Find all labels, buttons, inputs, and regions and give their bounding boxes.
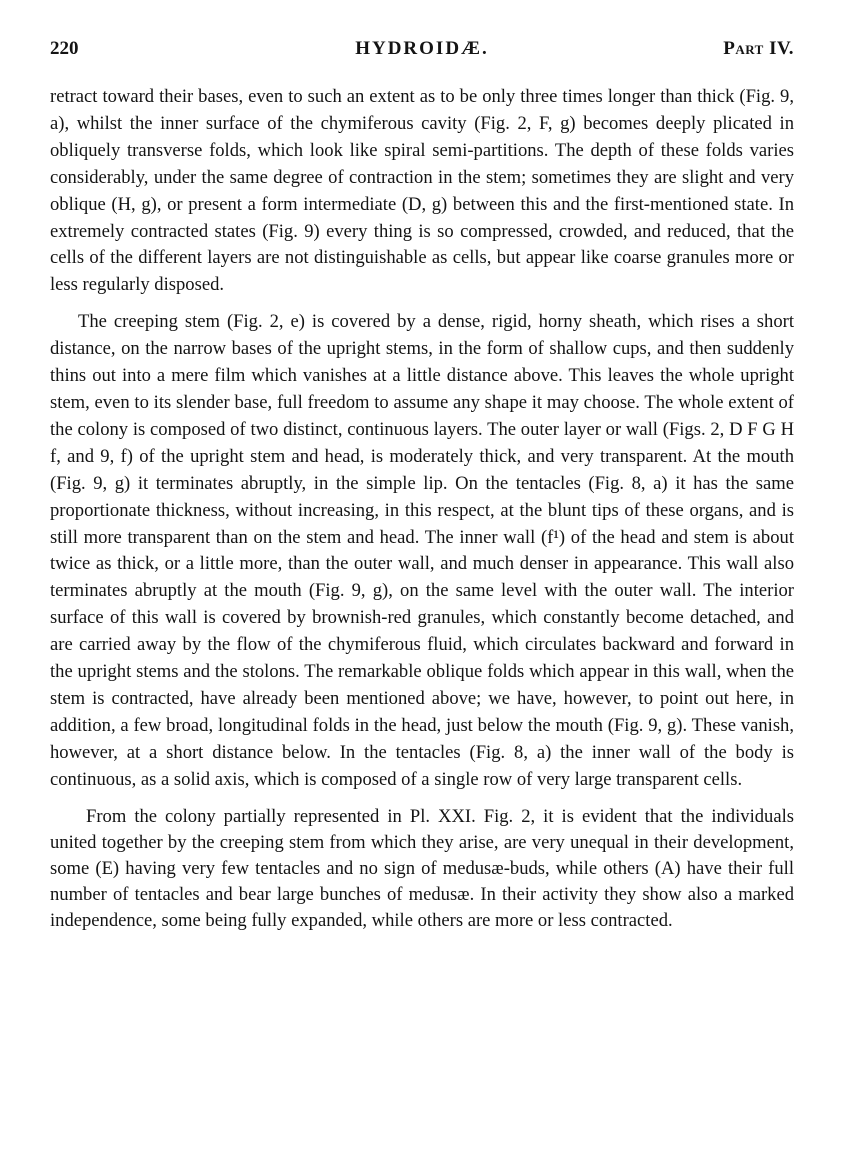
- paragraph-3: From the colony partially represented in Pl. XXI. Fig. 2, it is evident that the individuals united together by the creeping stem from which they arise, are very unequal in their development, some (E) having very few tentacles and no sign of medusæ-buds, while others (A) have their full number of tentacles and bear large bunches of medusæ. In their activity they show also a marked independence, some being fully expanded, while others are more or less contracted.: [50, 805, 794, 931]
- page-number: 220: [50, 38, 79, 59]
- body-text: [50, 84, 794, 944]
- part-label: Part IV.: [723, 38, 794, 59]
- running-title: HYDROIDÆ.: [355, 38, 489, 59]
- running-head: [50, 38, 794, 62]
- paragraph-1: retract toward their bases, even to such an extent as to be only three times longer than thick (Fig. 9, a), whilst the inner surface of the chymiferous cavity (Fig. 2, F, g) becomes deeply plicated in obliquely transverse folds, which look like spiral semi-partitions. The depth of these folds varies considerably, under the same degree of contraction in the stem; sometimes they are slight and very oblique (H, g), or present a form intermediate (D, g) between this and the first-mentioned state. In extremely contracted states (Fig. 9) every thing is so compressed, crowded, and reduced, that the cells of the different layers are not distinguishable as cells, but appear like coarse granules more or less regularly disposed.: [50, 86, 794, 296]
- paragraph-2: The creeping stem (Fig. 2, e) is covered by a dense, rigid, horny sheath, which rises a short distance, on the narrow bases of the upright stems, in the form of shallow cups, and then suddenly thins out into a mere film which vanishes at a little distance above. This leaves the whole upright stem, even to its slender base, full freedom to assume any shape it may choose. The whole extent of the colony is composed of two distinct, continuous layers. The outer layer or wall (Figs. 2, D F G H f, and 9, f) of the upright stem and head, is moderately thick, and very transparent. At the mouth (Fig. 9, g) it terminates abruptly, in the simple lip. On the tentacles (Fig. 8, a) it has the same proportionate thickness, without increasing, in this respect, at the blunt tips of these organs, and is still more transparent than on the stem and head. The inner wall (f¹) of the head and stem is about twice as thick, or a little more, than the outer wall, and much denser in appearance. This wall also terminates abruptly at the mouth (Fig. 9, g), on the same level with the outer wall. The interior surface of this wall is covered by brownish-red granules, which constantly become detached, and are carried away by the flow of the chymiferous fluid, which circulates backward and forward in the upright stems and the stolons. The remarkable oblique folds which appear in this wall, when the stem is contracted, have already been mentioned above; we have, however, to point out here, in addition, a few broad, longitudinal folds in the head, just below the mouth (Fig. 9, g). These vanish, however, at a short distance below. In the tentacles (Fig. 8, a) the inner wall of the body is continuous, as a solid axis, which is composed of a single row of very large transparent cells.: [50, 311, 794, 790]
